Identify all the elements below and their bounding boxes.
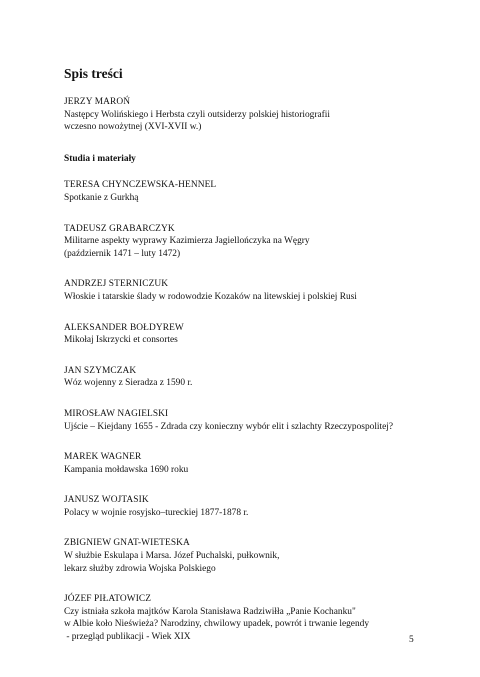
- entry-title-line: Kampania mołdawska 1690 roku: [64, 464, 189, 475]
- entry-title-line: Spotkanie z Gurkhą: [64, 192, 139, 203]
- entry-title-line: Mikołaj Iskrzycki et consortes: [64, 335, 178, 346]
- entry-title-line: wczesno nowożytnej (XVI-XVII w.): [64, 122, 202, 133]
- toc-entry: [64, 223, 444, 261]
- entry-title-line: w Albie koło Nieświeża? Narodziny, chwilowy upadek, powrót i trwanie legendy: [64, 619, 370, 630]
- entry-author: JERZY MAROŃ: [64, 97, 131, 107]
- entry-author: JANUSZ WOJTASIK: [64, 495, 149, 506]
- entry-title-line: - przegląd publikacji - Wiek XIX: [64, 632, 191, 643]
- section-heading: Studia i materiały: [64, 153, 136, 164]
- toc-entry: [64, 365, 444, 390]
- entry-title-line: Ujście – Kiejdany 1655 - Zdrada czy konieczny wybór elit i szlachty Rzeczypospolitej?: [64, 421, 394, 432]
- entry-title-line: W służbie Eskulapa i Marsa. Józef Puchalski, pułkownik,: [64, 551, 280, 562]
- entry-author: MAREK WAGNER: [64, 452, 142, 463]
- toc-title: Spis treści: [64, 66, 123, 81]
- entry-author: JAN SZYMCZAK: [64, 365, 137, 376]
- entry-author: TERESA CHYNCZEWSKA-HENNEL: [64, 180, 217, 191]
- entry-title-line: Polacy w wojnie rosyjsko–tureckiej 1877-1878 r.: [64, 507, 249, 518]
- toc-entry-intro: [64, 96, 444, 134]
- table-of-contents: [64, 66, 444, 644]
- entry-author: ALEKSANDER BOŁDYREW: [64, 322, 184, 333]
- toc-entry: [64, 494, 444, 519]
- entry-author: ANDRZEJ STERNICZUK: [64, 279, 169, 290]
- entry-title-line: (październik 1471 – luty 1472): [64, 248, 181, 259]
- entry-author: TADEUSZ GRABARCZYK: [64, 223, 175, 234]
- toc-entry: [64, 451, 444, 476]
- entry-title-line: Czy istniała szkoła majtków Karola Stanisława Radziwiłła „Panie Kochanku": [64, 606, 356, 617]
- toc-entry: [64, 593, 444, 643]
- entry-title-line: Wóz wojenny z Sieradza z 1590 r.: [64, 378, 193, 389]
- entry-author: MIROSŁAW NAGIELSKI: [64, 408, 169, 419]
- toc-entry: [64, 278, 444, 303]
- entry-author: JÓZEF PIŁATOWICZ: [64, 594, 152, 605]
- toc-entry: [64, 322, 444, 347]
- toc-entry: [64, 408, 444, 433]
- entry-title-line: Włoskie i tatarskie ślady w rodowodzie Kozaków na litewskiej i polskiej Rusi: [64, 291, 357, 302]
- toc-entry: [64, 179, 444, 204]
- entry-title-line: lekarz służby zdrowia Wojska Polskiego: [64, 563, 216, 574]
- entry-author: ZBIGNIEW GNAT-WIETESKA: [64, 538, 190, 549]
- toc-entry: [64, 537, 444, 575]
- page-number: 5: [409, 635, 414, 645]
- entry-title-line: Militarne aspekty wyprawy Kazimierza Jagiellończyka na Węgry: [64, 236, 310, 247]
- entry-title-line: Następcy Wolińskiego i Herbsta czyli outsiderzy polskiej historiografii: [64, 109, 330, 120]
